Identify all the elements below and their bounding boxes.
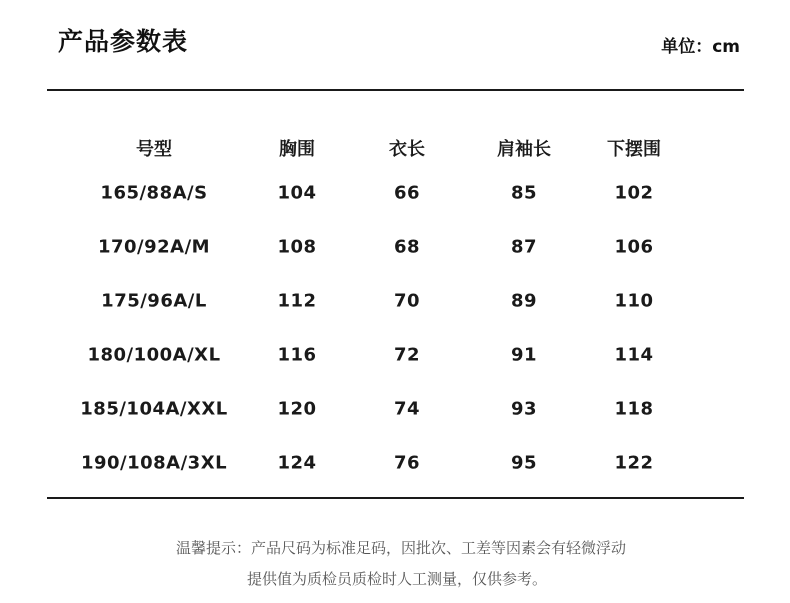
table-cell-chest: 116 [277,344,317,366]
table-cell-chest: 108 [277,236,317,258]
bottom-divider [47,497,744,499]
table-cell-chest: 124 [277,452,317,474]
table-cell-chest: 112 [277,290,317,312]
unit-label: 单位：cm [661,37,740,57]
column-header-length: 衣长 [389,139,425,160]
column-header-shoulder-sleeve: 肩袖长 [497,139,551,160]
table-cell-size: 175/96A/L [101,290,207,312]
table-cell-shoulder-sleeve: 93 [510,398,538,420]
table-cell-hem: 102 [614,182,654,204]
table-cell-size: 180/100A/XL [87,344,221,366]
top-divider [47,89,744,91]
table-cell-shoulder-sleeve: 85 [510,182,538,204]
table-cell-size: 165/88A/S [100,182,208,204]
table-cell-hem: 118 [614,398,654,420]
table-cell-length: 66 [393,182,421,204]
column-header-chest: 胸围 [279,139,315,160]
table-cell-size: 190/108A/3XL [80,452,228,474]
page-title: 产品参数表 [58,27,189,56]
table-cell-length: 72 [393,344,421,366]
table-cell-size: 170/92A/M [97,236,211,258]
table-cell-hem: 114 [614,344,654,366]
table-cell-shoulder-sleeve: 91 [510,344,538,366]
table-cell-hem: 122 [614,452,654,474]
table-cell-size: 185/104A/XXL [80,398,228,420]
table-cell-shoulder-sleeve: 95 [510,452,538,474]
note-line-2: 提供值为质检员质检时人工测量，仅供参考。 [246,570,547,588]
table-cell-hem: 106 [614,236,654,258]
table-cell-length: 74 [393,398,421,420]
table-cell-chest: 120 [277,398,317,420]
column-header-hem: 下摆围 [607,139,661,160]
table-cell-length: 76 [393,452,421,474]
table-cell-length: 70 [393,290,421,312]
table-cell-chest: 104 [277,182,317,204]
note-line-1: 温馨提示：产品尺码为标准足码，因批次、工差等因素会有轻微浮动 [175,539,626,557]
table-cell-length: 68 [393,236,421,258]
table-cell-shoulder-sleeve: 87 [510,236,538,258]
table-cell-shoulder-sleeve: 89 [510,290,538,312]
column-header-size: 号型 [136,139,172,160]
table-cell-hem: 110 [614,290,654,312]
